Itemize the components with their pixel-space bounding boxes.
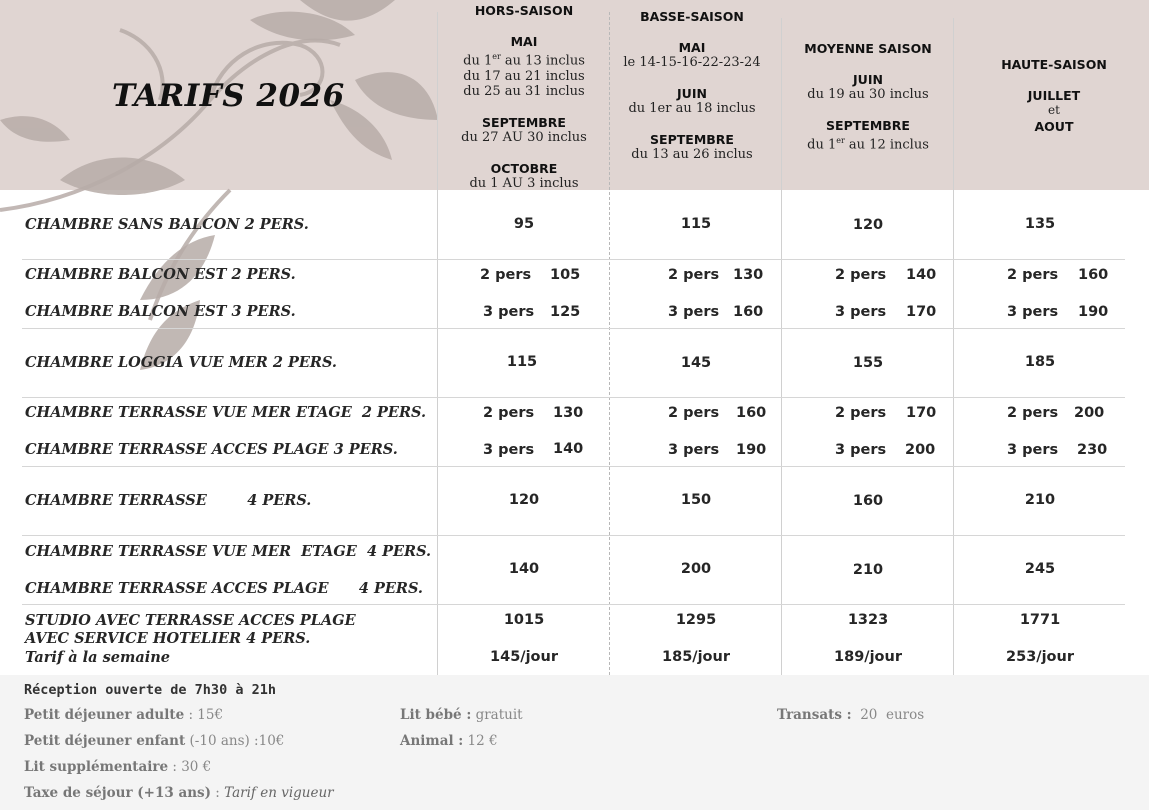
price-cell: 140: [906, 267, 937, 283]
price-cell: 253/jour: [1006, 649, 1074, 665]
price-cell: 190: [1078, 304, 1109, 320]
price-cell: 1015: [503, 612, 545, 628]
price-cell: 145: [680, 355, 712, 371]
season-header-moyenne: [782, 41, 954, 153]
price-cell: 145/jour: [490, 649, 558, 665]
room-label: Tarif à la semaine: [25, 649, 171, 666]
room-label: CHAMBRE TERRASSE VUE MER ETAGE 2 PERS.: [25, 404, 427, 421]
price-cell: 130: [733, 267, 764, 283]
price-cell: 135: [1024, 216, 1056, 232]
price-cell: 160: [736, 405, 767, 421]
season-name: BASSE-SAISON: [640, 9, 744, 24]
row-separator: [22, 604, 1125, 605]
season-dates: du 13 au 26 inclus: [631, 147, 753, 162]
season-month: MAI: [510, 33, 538, 49]
persons-label: 2 pers: [1007, 267, 1059, 283]
season-dates: du 19 au 30 inclus: [807, 87, 929, 102]
persons-label: 3 pers: [483, 442, 535, 458]
season-header-hors: [438, 3, 610, 192]
price-cell: 160: [1078, 267, 1109, 283]
season-dates: le 14-15-16-22-23-24: [623, 55, 761, 70]
price-cell: 190: [736, 442, 767, 458]
season-month: SEPTEMBRE: [826, 117, 910, 133]
room-label: CHAMBRE TERRASSE 4 PERS.: [25, 492, 312, 509]
season-month: MAI: [678, 39, 706, 55]
price-cell: 185: [1024, 354, 1056, 370]
room-label: CHAMBRE TERRASSE VUE MER ETAGE 4 PERS.: [25, 543, 432, 560]
season-month: SEPTEMBRE: [482, 114, 566, 130]
persons-label: 2 pers: [480, 267, 532, 283]
price-cell: 210: [1024, 492, 1056, 508]
season-name: MOYENNE SAISON: [804, 41, 932, 56]
persons-label: 2 pers: [668, 267, 720, 283]
persons-label: 3 pers: [835, 442, 887, 458]
row-separator: [22, 259, 1125, 260]
persons-label: 3 pers: [1007, 442, 1059, 458]
price-cell: 120: [852, 217, 884, 233]
price-cell: 185/jour: [662, 649, 730, 665]
persons-label: 3 pers: [668, 442, 720, 458]
season-month: JUILLET: [1027, 87, 1081, 103]
row-separator: [22, 328, 1125, 329]
price-cell: 140: [508, 561, 540, 577]
persons-label: 2 pers: [835, 405, 887, 421]
row-separator: [22, 466, 1125, 467]
persons-label: 2 pers: [668, 405, 720, 421]
room-label: CHAMBRE LOGGIA VUE MER 2 PERS.: [25, 354, 337, 371]
price-cell: 95: [513, 216, 535, 232]
price-cell: 1295: [675, 612, 717, 628]
price-cell: 130: [553, 405, 584, 421]
price-cell: 189/jour: [834, 649, 902, 665]
season-dates: du 25 au 31 inclus: [463, 84, 585, 100]
price-cell: 160: [733, 304, 764, 320]
room-label: CHAMBRE BALCON EST 3 PERS.: [25, 303, 296, 320]
season-month: OCTOBRE: [490, 160, 558, 176]
room-label: CHAMBRE TERRASSE ACCES PLAGE 3 PERS.: [25, 441, 398, 458]
season-month: SEPTEMBRE: [650, 131, 734, 147]
season-dates: du 17 au 21 inclus: [463, 68, 585, 84]
price-cell: 200: [905, 442, 936, 458]
season-header-basse: [606, 9, 778, 163]
price-cell: 170: [906, 304, 937, 320]
room-label: STUDIO AVEC TERRASSE ACCES PLAGE: [25, 612, 356, 629]
persons-label: 2 pers: [1007, 405, 1059, 421]
room-label: CHAMBRE BALCON EST 2 PERS.: [25, 266, 296, 283]
price-cell: 115: [506, 354, 538, 370]
price-cell: 1771: [1019, 612, 1061, 628]
price-cell: 150: [680, 492, 712, 508]
season-month: JUIN: [853, 71, 883, 87]
season-month: AOUT: [1034, 118, 1074, 134]
persons-label: 2 pers: [835, 267, 887, 283]
breakfast-child-info: Petit déjeuner enfant (-10 ans) :10€: [24, 733, 285, 749]
room-label: AVEC SERVICE HOTELIER 4 PERS.: [25, 630, 311, 647]
breakfast-adult-info: Petit déjeuner adulte : 15€: [24, 707, 224, 723]
deckchair-info: Transats : 20 euros: [777, 707, 925, 723]
season-dates: du 1er au 13 inclus: [463, 52, 585, 69]
season-dates: du 1 AU 3 inclus: [469, 176, 579, 192]
price-cell: 230: [1077, 442, 1108, 458]
persons-label: 3 pers: [835, 304, 887, 320]
price-cell: 200: [680, 561, 712, 577]
persons-label: 2 pers: [483, 405, 535, 421]
baby-bed-info: Lit bébé : gratuit: [400, 707, 523, 723]
price-cell: 105: [550, 267, 581, 283]
room-label: CHAMBRE SANS BALCON 2 PERS.: [25, 216, 309, 233]
persons-label: 3 pers: [668, 304, 720, 320]
season-name: HAUTE-SAISON: [1001, 57, 1107, 72]
season-dates: du 1er au 12 inclus: [807, 136, 929, 153]
price-cell: 170: [906, 405, 937, 421]
price-cell: 1323: [847, 612, 889, 628]
price-cell: 115: [680, 216, 712, 232]
price-cell: 140: [553, 441, 584, 457]
reception-hours: Réception ouverte de 7h30 à 21h: [24, 682, 276, 698]
season-header-haute: [954, 57, 1149, 134]
price-cell: 120: [508, 492, 540, 508]
price-cell: 245: [1024, 561, 1056, 577]
season-dates: du 27 AU 30 inclus: [461, 130, 587, 146]
price-cell: 200: [1074, 405, 1105, 421]
row-separator: [22, 397, 1125, 398]
page-title: TARIFS 2026: [112, 78, 345, 114]
price-cell: 160: [852, 493, 884, 509]
price-cell: 155: [852, 355, 884, 371]
room-label: CHAMBRE TERRASSE ACCES PLAGE 4 PERS.: [25, 580, 423, 597]
price-cell: 125: [550, 304, 581, 320]
season-name: HORS-SAISON: [474, 3, 574, 18]
tourist-tax-info: Taxe de séjour (+13 ans) : Tarif en vigueur: [24, 785, 334, 801]
persons-label: 3 pers: [483, 304, 535, 320]
pet-info: Animal : 12 €: [400, 733, 498, 749]
season-dates: du 1er au 18 inclus: [628, 101, 756, 116]
row-separator: [22, 535, 1125, 536]
extra-bed-info: Lit supplémentaire : 30 €: [24, 759, 212, 775]
persons-label: 3 pers: [1007, 304, 1059, 320]
price-cell: 210: [852, 562, 884, 578]
season-month: JUIN: [677, 85, 707, 101]
season-and: et: [1048, 103, 1060, 117]
